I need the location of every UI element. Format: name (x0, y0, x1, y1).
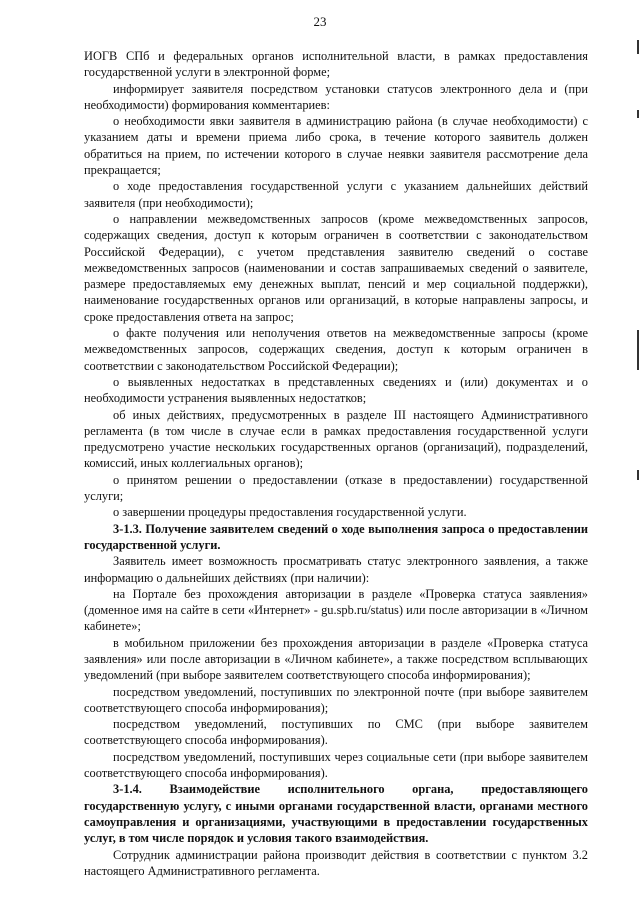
paragraph: информирует заявителя посредством установки статусов электронного дела и (при необходимости) формирования комментариев: (84, 81, 588, 112)
paragraph: о факте получения или неполучения ответов на межведомственные запросы (кроме межведомственных запросов, содержащих сведения, доступ к которым ограничен в соответствии с законодательством Российской Федерации); (84, 326, 588, 373)
paragraph: Заявитель имеет возможность просматривать статус электронного заявления, а также информацию о дальнейших действиях (при наличии): (84, 554, 588, 585)
section-heading: 3-1.3. Получение заявителем сведений о ходе выполнения запроса о предоставлении государственной услуги. (84, 521, 588, 552)
paragraph: о выявленных недостатках в представленных сведениях и (или) документах и о необходимости устранения выявленных недостатков; (84, 374, 588, 406)
paragraph: посредством уведомлений, поступивших через социальные сети (при выборе заявителем соответствующего способа информирования). (84, 749, 588, 781)
paragraph: Сотрудник администрации района производит действия в соответствии с пунктом 3.2 настоящего Административного регламента. (84, 847, 588, 878)
paragraph: ИОГВ СПб и федеральных органов исполнительной власти, в рамках предоставления государственной услуги в электронной форме; (84, 49, 588, 80)
page-number: 23 (313, 14, 327, 29)
paragraph: на Портале без прохождения авторизации в разделе «Проверка статуса заявления» (доменное имя на сайте в сети «Интернет» - gu.spb.ru/status) или после авторизации в «Личном кабинете»; (84, 586, 588, 634)
paragraph: о завершении процедуры предоставления государственной услуги. (113, 505, 467, 520)
paragraph: посредством уведомлений, поступивших по электронной почте (при выборе заявителем соответствующего способа информирования); (84, 684, 588, 715)
section-heading: 3-1.4. Взаимодействие исполнительного органа, предоставляющего государственную услугу, с иными органами государственной власти, органами местного самоуправления и организациями, участвующими в предоставлении государственных услуг, в том числе порядок и условия такого взаимодействия. (84, 782, 588, 846)
paragraph: посредством уведомлений, поступивших по СМС (при выборе заявителем соответствующего способа информирования). (84, 717, 588, 748)
paragraph: о необходимости явки заявителя в администрацию района (в случае необходимости) с указанием даты и времени приема либо срока, в течение которого заявитель должен обратиться на прием, по истечении которого в случае неявки заявителя рассмотрение дела прекращается; (84, 114, 588, 178)
paragraph: о принятом решении о предоставлении (отказе в предоставлении) государственной услуги; (84, 472, 588, 504)
document-body (84, 48, 588, 879)
paragraph: об иных действиях, предусмотренных в разделе III настоящего Административного регламента (в том числе в случае если в рамках предоставления государственной услуги предусмотрено участие нескольких государственных органов (организаций), подразделений, комиссий, иных коллегиальных органов); (84, 407, 588, 471)
paragraph: о направлении межведомственных запросов (кроме межведомственных запросов, содержащих сведения, доступ к которым ограничен в соответствии с законодательством Российской Федерации), с учетом представления заявителю сведений о составе межведомственных запросов (наименовании и состав запрашиваемых сведений о заявителе, размере предоставляемых ему денежных выплат, пенсий и мер социальной поддержки), наименование государственных органов или организаций, в которые направлены запросы, и сроке предоставления ответа на запрос; (84, 211, 588, 324)
paragraph: в мобильном приложении без прохождения авторизации в разделе «Проверка статуса заявления» или после авторизации в «Личном кабинете», а также посредством всплывающих уведомлений (при выборе заявителем соответствующего способа информирования); (84, 635, 588, 683)
scan-edge-marks (634, 0, 640, 905)
paragraph: о ходе предоставления государственной услуги с указанием дальнейших действий заявителя (при необходимости); (84, 179, 588, 210)
